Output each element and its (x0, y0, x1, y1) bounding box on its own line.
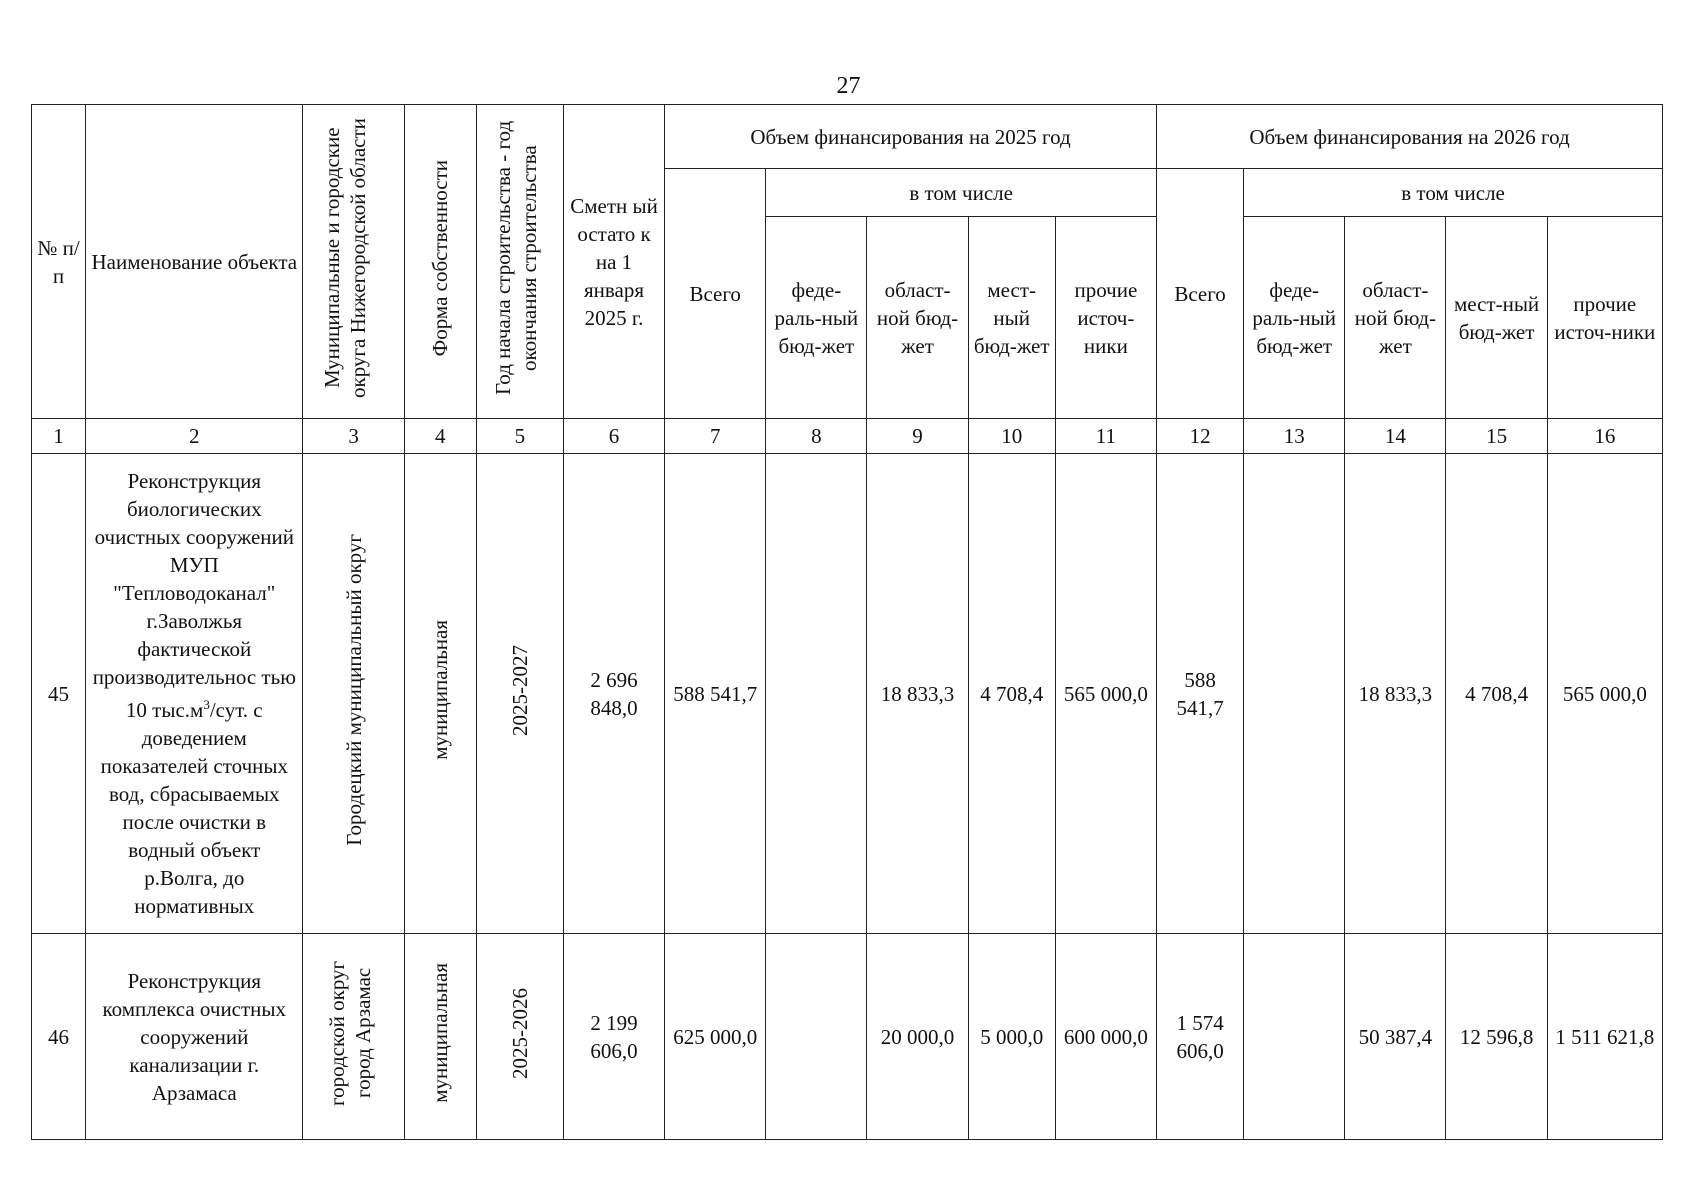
header-other-2026: прочие источ-ники (1547, 217, 1662, 419)
column-number: 13 (1244, 419, 1345, 454)
row-num: 45 (32, 454, 86, 934)
row-regional-2025: 20 000,0 (867, 934, 968, 1140)
column-number: 15 (1446, 419, 1547, 454)
row-municipality: городской округ город Арзамас (303, 934, 404, 1140)
row-years: 2025-2027 (476, 454, 563, 934)
row-object-name: Реконструкция комплекса очистных сооружений канализации г. Арзамаса (86, 934, 303, 1140)
row-local-2026: 4 708,4 (1446, 454, 1547, 934)
header-row-1 (32, 105, 1663, 169)
column-number: 3 (303, 419, 404, 454)
row-ownership: муниципальная (404, 454, 476, 934)
row-other-2025: 565 000,0 (1055, 454, 1156, 934)
row-ownership: муниципальная (404, 934, 476, 1140)
row-regional-2025: 18 833,3 (867, 454, 968, 934)
header-including-2025: в том числе (766, 169, 1157, 217)
row-total-2026: 588 541,7 (1156, 454, 1243, 934)
header-including-2026: в том числе (1244, 169, 1663, 217)
row-total-2025: 625 000,0 (665, 934, 766, 1140)
row-federal-2026 (1244, 934, 1345, 1140)
row-other-2026: 565 000,0 (1547, 454, 1662, 934)
header-fin-2026: Объем финансирования на 2026 год (1156, 105, 1662, 169)
column-number-row (32, 419, 1663, 454)
row-local-2025: 4 708,4 (968, 454, 1055, 934)
row-federal-2025 (766, 934, 867, 1140)
column-number: 14 (1345, 419, 1446, 454)
header-regional-2026: област-ной бюд-жет (1345, 217, 1446, 419)
column-number: 12 (1156, 419, 1243, 454)
row-num: 46 (32, 934, 86, 1140)
header-local-2025: мест-ный бюд-жет (968, 217, 1055, 419)
row-balance: 2 199 606,0 (563, 934, 664, 1140)
column-number: 16 (1547, 419, 1662, 454)
header-total-2026: Всего (1156, 169, 1243, 419)
header-regional-2025: област-ной бюд-жет (867, 217, 968, 419)
column-number: 1 (32, 419, 86, 454)
header-name: Наименование объекта (86, 105, 303, 419)
header-ownership: Форма собственности (404, 105, 476, 419)
header-total-2025: Всего (665, 169, 766, 419)
header-federal-2026: феде-раль-ный бюд-жет (1244, 217, 1345, 419)
header-balance: Сметн ый остато к на 1 января 2025 г. (563, 105, 664, 419)
column-number: 11 (1055, 419, 1156, 454)
table-row (32, 934, 1663, 1140)
column-number: 4 (404, 419, 476, 454)
row-other-2025: 600 000,0 (1055, 934, 1156, 1140)
financing-table (31, 104, 1663, 1140)
row-regional-2026: 50 387,4 (1345, 934, 1446, 1140)
column-number: 9 (867, 419, 968, 454)
column-number: 6 (563, 419, 664, 454)
header-num: № п/п (32, 105, 86, 419)
row-total-2025: 588 541,7 (665, 454, 766, 934)
header-municipality: Муниципальные и городские округа Нижегородской области (303, 105, 404, 419)
row-municipality: Городецкий муниципальный округ (303, 454, 404, 934)
row-object-name: Реконструкция биологических очистных сооружений МУП "Тепловодоканал" г.Заволжья фактической производительнос тью 10 $тыс.м^3$/сут. с доведением показателей сточных вод, сбрасываемых после очистки в водный объект р.Волга, до нормативных (86, 454, 303, 934)
header-other-2025: прочие источ-ники (1055, 217, 1156, 419)
header-federal-2025: феде-раль-ный бюд-жет (766, 217, 867, 419)
header-local-2026: мест-ный бюд-жет (1446, 217, 1547, 419)
row-regional-2026: 18 833,3 (1345, 454, 1446, 934)
row-local-2025: 5 000,0 (968, 934, 1055, 1140)
column-number: 5 (476, 419, 563, 454)
column-number: 10 (968, 419, 1055, 454)
row-local-2026: 12 596,8 (1446, 934, 1547, 1140)
column-number: 7 (665, 419, 766, 454)
column-number: 8 (766, 419, 867, 454)
page-number: 27 (836, 73, 861, 99)
row-other-2026: 1 511 621,8 (1547, 934, 1662, 1140)
row-balance: 2 696 848,0 (563, 454, 664, 934)
row-federal-2025 (766, 454, 867, 934)
column-number: 2 (86, 419, 303, 454)
table-row (32, 454, 1663, 934)
row-federal-2026 (1244, 454, 1345, 934)
header-fin-2025: Объем финансирования на 2025 год (665, 105, 1157, 169)
row-years: 2025-2026 (476, 934, 563, 1140)
header-years: Год начала строительства - год окончания строительства (476, 105, 563, 419)
row-total-2026: 1 574 606,0 (1156, 934, 1243, 1140)
